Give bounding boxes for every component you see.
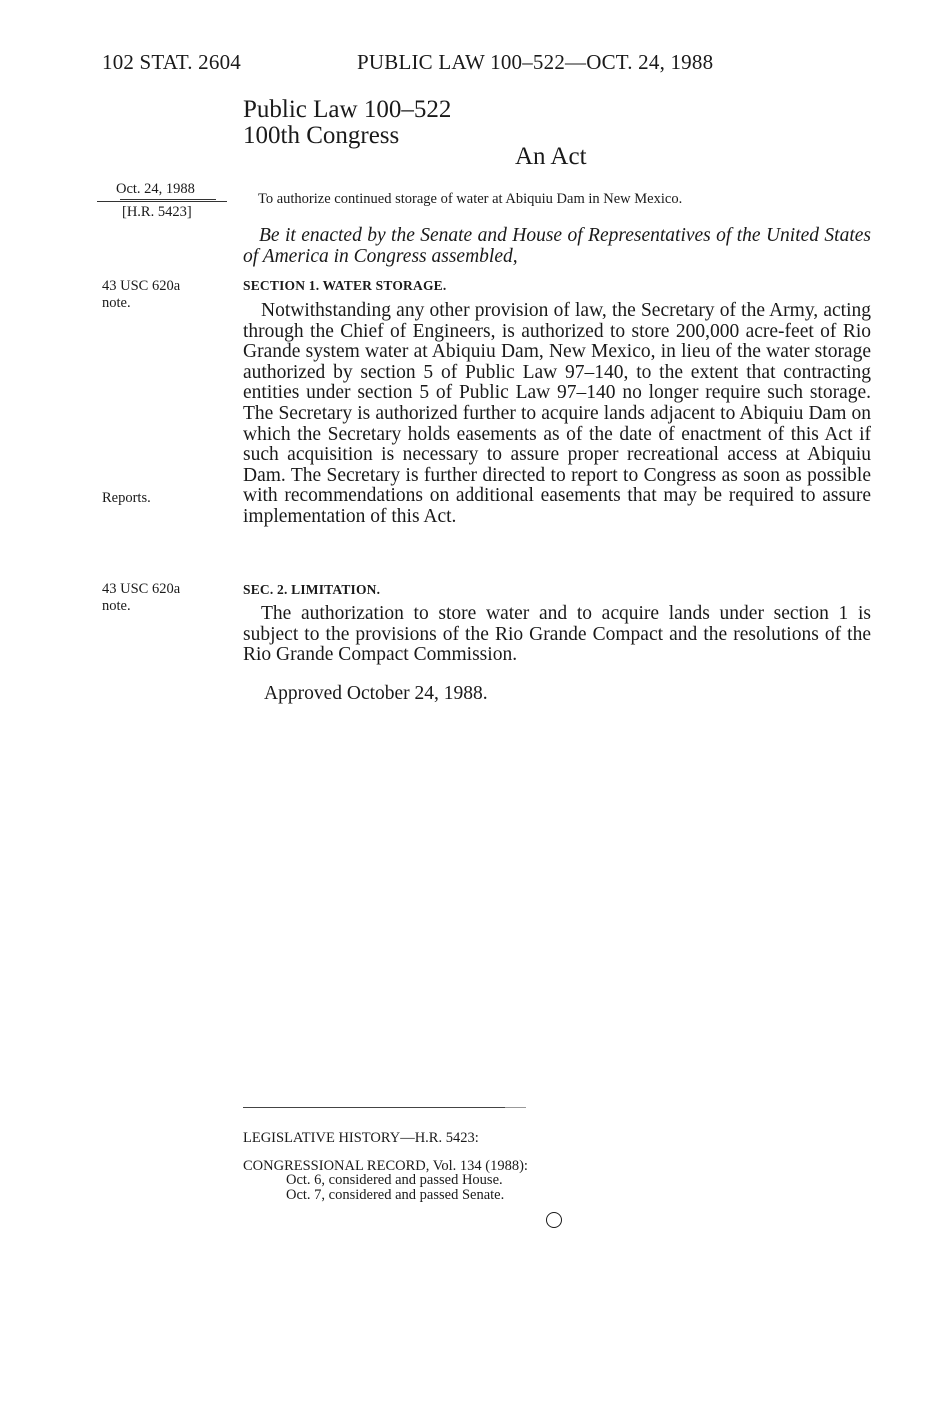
- section-1-text: Notwithstanding any other provision of law, the Secretary of the Army, acting through the Chief of Engineers, is authorized to store 200,000 acre-feet of Rio Grande system water at Abiquiu Dam, New Mexico, in lieu of the water storage authorized by section 5 of Public Law 97–140, to the extent that contracting entities under section 5 of Public Law 97–140 no longer require such storage. The Secretary is authorized further to acquire lands adjacent to Abiquiu Dam on which the Secretary holds easements as of the date of enactment of this Act if such acquisition is necessary to assure proper recreational access at Abiquiu Dam. The Secretary is further directed to report to Congress as soon as possible with recommendations on additional easements that may be required to assure implementation of this Act.: [243, 300, 871, 527]
- margin-divider: [97, 201, 227, 202]
- stat-reference: 102 STAT. 2604: [102, 50, 241, 74]
- running-head: PUBLIC LAW 100–522—OCT. 24, 1988: [357, 50, 714, 74]
- act-title: An Act: [515, 143, 587, 170]
- section-2-text: The authorization to store water and to acquire lands under section 1 is subject to the provisions of the Rio Grande Compact and the resolutions of the Rio Grande Compact Commission.: [243, 603, 871, 666]
- history-entry: Oct. 7, considered and passed Senate.: [286, 1187, 505, 1203]
- section-1-heading: SECTION 1. WATER STORAGE.: [243, 278, 447, 293]
- history-divider-tail: [505, 1107, 526, 1108]
- legislative-history-heading: LEGISLATIVE HISTORY—H.R. 5423:: [243, 1130, 479, 1146]
- history-entry: Oct. 6, considered and passed House.: [286, 1172, 503, 1188]
- margin-reports-note: Reports.: [102, 490, 151, 506]
- law-title: Public Law 100–522: [243, 96, 452, 123]
- margin-usc-note-2-line1: 43 USC 620a: [102, 581, 181, 597]
- margin-usc-note-1-line1: 43 USC 620a: [102, 278, 181, 294]
- history-divider: [243, 1107, 505, 1108]
- margin-date-note: Oct. 24, 1988: [116, 181, 195, 197]
- margin-usc-note-2-line2: note.: [102, 598, 131, 614]
- enacting-clause: Be it enacted by the Senate and House of Representatives of the United States of America in Congress assembled,: [243, 225, 871, 267]
- margin-divider: [120, 199, 216, 200]
- end-of-law-mark: [546, 1212, 562, 1228]
- approval-line: Approved October 24, 1988.: [264, 683, 488, 704]
- section-2-heading: SEC. 2. LIMITATION.: [243, 582, 381, 597]
- act-purpose: To authorize continued storage of water at Abiquiu Dam in New Mexico.: [258, 191, 683, 207]
- congress-label: 100th Congress: [243, 122, 400, 149]
- margin-usc-note-2: [102, 581, 180, 615]
- margin-bill-note: [H.R. 5423]: [122, 204, 192, 220]
- congressional-record-line: CONGRESSIONAL RECORD, Vol. 134 (1988):: [243, 1158, 528, 1174]
- margin-usc-note-1-line2: note.: [102, 295, 131, 311]
- margin-usc-note-1: [102, 278, 180, 312]
